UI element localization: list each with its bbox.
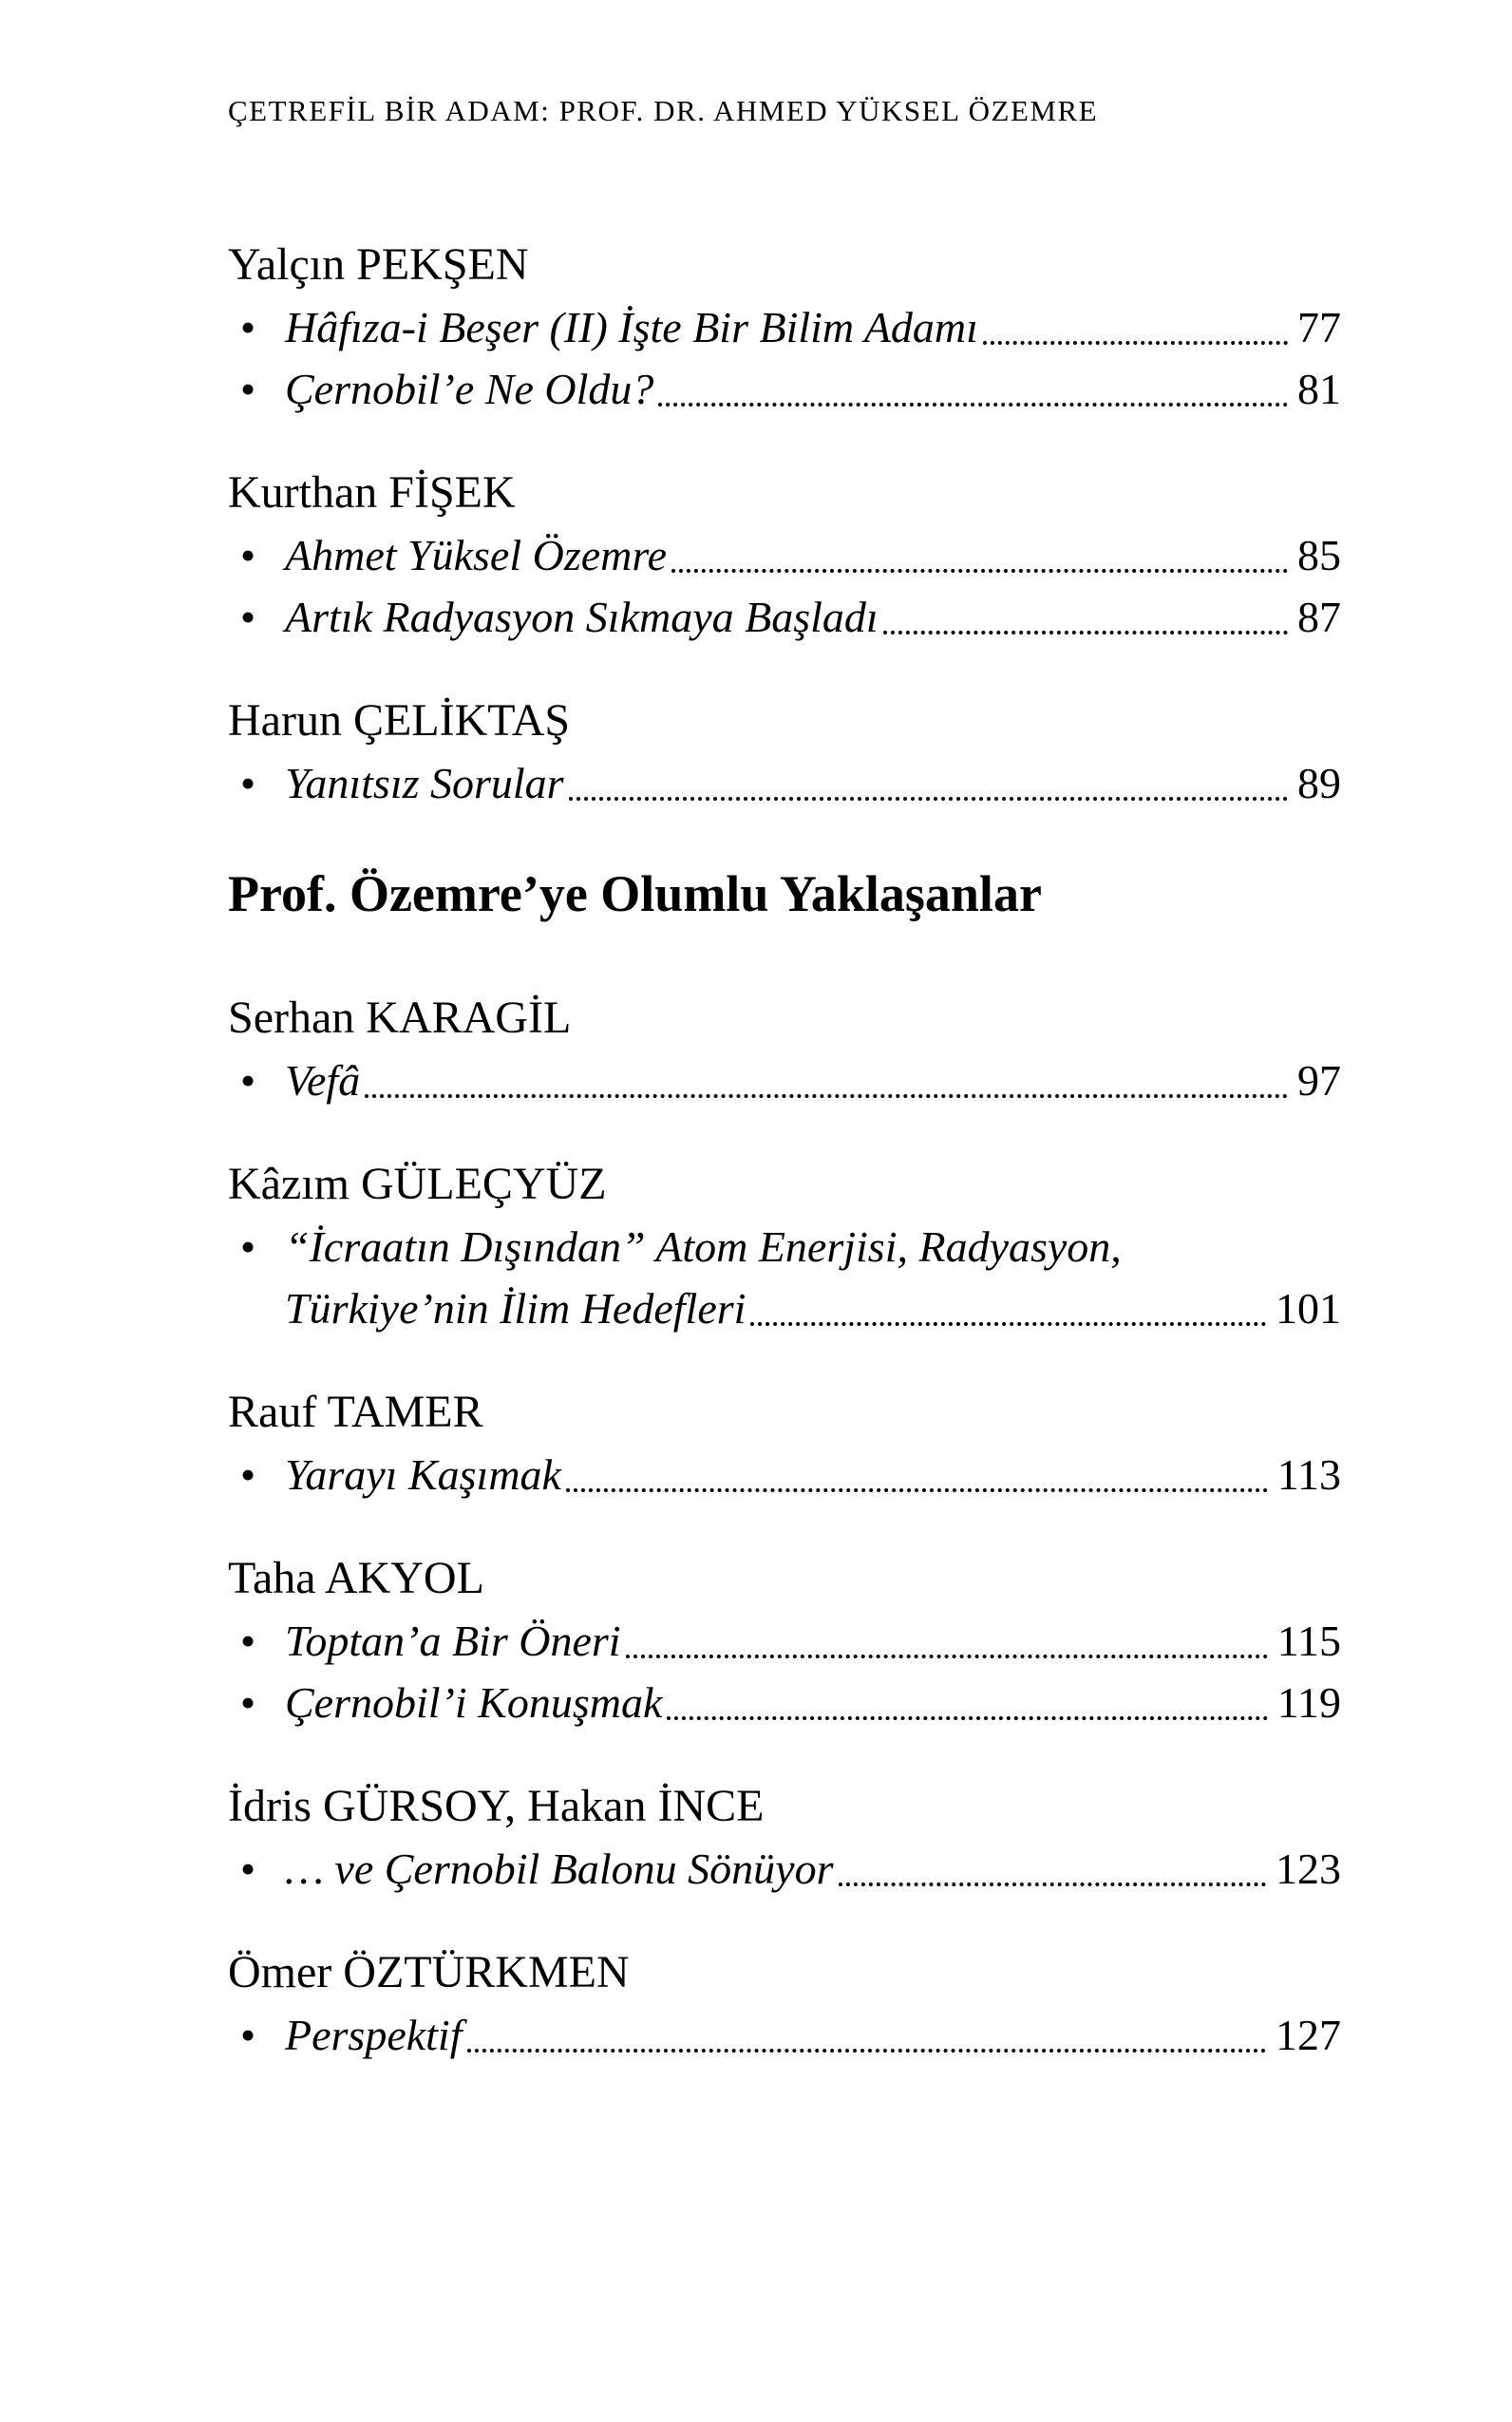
toc-entry-row (228, 1050, 1341, 1111)
dot-leader (566, 1488, 1268, 1492)
toc-section (228, 462, 1341, 648)
dot-leader (467, 2049, 1267, 2053)
toc-entry-title: Hâfıza-i Beşer (II) İşte Bir Bilim Adamı (285, 303, 978, 351)
toc-entry-title: “İcraatın Dışından” Atom Enerjisi, Radyasyon, (285, 1222, 1122, 1271)
page-number: 123 (1276, 1845, 1341, 1893)
toc-entry-row (228, 752, 1341, 814)
bullet-icon: • (240, 1222, 256, 1271)
bullet-icon: • (240, 1845, 256, 1893)
running-header: ÇETREFİL BİR ADAM: PROF. DR. AHMED YÜKSEL ÖZEMRE (228, 94, 1099, 127)
page-number: 101 (1276, 1284, 1341, 1333)
dot-leader (983, 341, 1288, 345)
toc-entry-title: Artık Radyasyon Sıkmaya Başladı (285, 593, 879, 641)
toc-entry-row (228, 1610, 1341, 1672)
toc-author-name: Kurthan FİŞEK (228, 467, 516, 518)
bullet-icon: • (240, 759, 256, 807)
dot-leader (667, 1716, 1267, 1720)
toc-section (228, 234, 1341, 420)
toc-author-name: Taha AKYOL (228, 1553, 484, 1603)
page-number: 97 (1297, 1056, 1341, 1105)
toc-entry-row (228, 1444, 1341, 1505)
dot-leader (883, 631, 1288, 634)
toc-entry-row (228, 524, 1341, 586)
toc-section (228, 1381, 1341, 1505)
toc-author-name: Yalçın PEKŞEN (228, 239, 529, 290)
dot-leader (839, 1883, 1267, 1886)
toc-entry-title: Türkiye’nin İlim Hedefleri (285, 1284, 747, 1333)
toc-entry-row (228, 1216, 1341, 1277)
toc-author-name: İdris GÜRSOY, Hakan İNCE (228, 1781, 765, 1831)
toc-section (228, 1153, 1341, 1339)
page-number: 115 (1276, 1617, 1341, 1665)
bullet-icon: • (240, 1450, 256, 1499)
toc-author-name: Ömer ÖZTÜRKMEN (228, 1947, 630, 1997)
toc-entry-title: Vefâ (285, 1056, 361, 1105)
toc-author-name: Serhan KARAGİL (228, 993, 572, 1043)
page-number: 113 (1276, 1450, 1341, 1499)
page-number: 119 (1276, 1678, 1341, 1727)
dot-leader (626, 1655, 1268, 1658)
dot-leader (569, 797, 1288, 801)
section-heading: Prof. Özemre’ye Olumlu Yaklaşanlar (228, 865, 1042, 922)
toc-entry-title: Yarayı Kaşımak (285, 1450, 561, 1499)
toc-entry-title: … ve Çernobil Balonu Sönüyor (285, 1845, 834, 1893)
toc-entry-row (228, 1672, 1341, 1733)
toc-entry-row (228, 586, 1341, 648)
page-number: 127 (1276, 2011, 1341, 2059)
page-number: 85 (1297, 531, 1341, 579)
toc-entry-title: Çernobil’e Ne Oldu? (285, 365, 654, 413)
toc-author-name: Harun ÇELİKTAŞ (228, 695, 571, 746)
toc-entry-title: Yanıtsız Sorular (285, 759, 564, 807)
table-of-contents (228, 234, 1341, 2066)
bullet-icon: • (240, 1617, 256, 1665)
dot-leader (750, 1322, 1266, 1326)
toc-section (228, 1941, 1341, 2066)
toc-entry-row (228, 358, 1341, 420)
dot-leader (365, 1094, 1288, 1098)
bullet-icon: • (240, 593, 256, 641)
toc-entry-title: Ahmet Yüksel Özemre (285, 531, 667, 579)
toc-entry-row (228, 1838, 1341, 1900)
toc-section (228, 1547, 1341, 1733)
toc-author-name: Kâzım GÜLEÇYÜZ (228, 1159, 607, 1209)
page-number: 77 (1297, 303, 1341, 351)
toc-entry-title: Toptan’a Bir Öneri (285, 1617, 621, 1665)
toc-entry-title: Perspektif (285, 2011, 463, 2059)
page-number: 89 (1297, 759, 1341, 807)
dot-leader (658, 403, 1288, 407)
dot-leader (671, 569, 1288, 573)
toc-author-name: Rauf TAMER (228, 1387, 483, 1437)
toc-section (228, 690, 1341, 814)
toc-section (228, 1775, 1341, 1900)
bullet-icon: • (240, 531, 256, 579)
bullet-icon: • (240, 365, 256, 413)
bullet-icon: • (240, 1678, 256, 1727)
toc-entry-row (228, 1277, 1341, 1339)
bullet-icon: • (240, 2011, 256, 2059)
toc-entry-row (228, 296, 1341, 358)
page-number: 87 (1297, 593, 1341, 641)
toc-section (228, 987, 1341, 1111)
bullet-icon: • (240, 303, 256, 351)
toc-entry-row (228, 2004, 1341, 2066)
bullet-icon: • (240, 1056, 256, 1105)
toc-entry-title: Çernobil’i Konuşmak (285, 1678, 663, 1727)
page-number: 81 (1297, 365, 1341, 413)
